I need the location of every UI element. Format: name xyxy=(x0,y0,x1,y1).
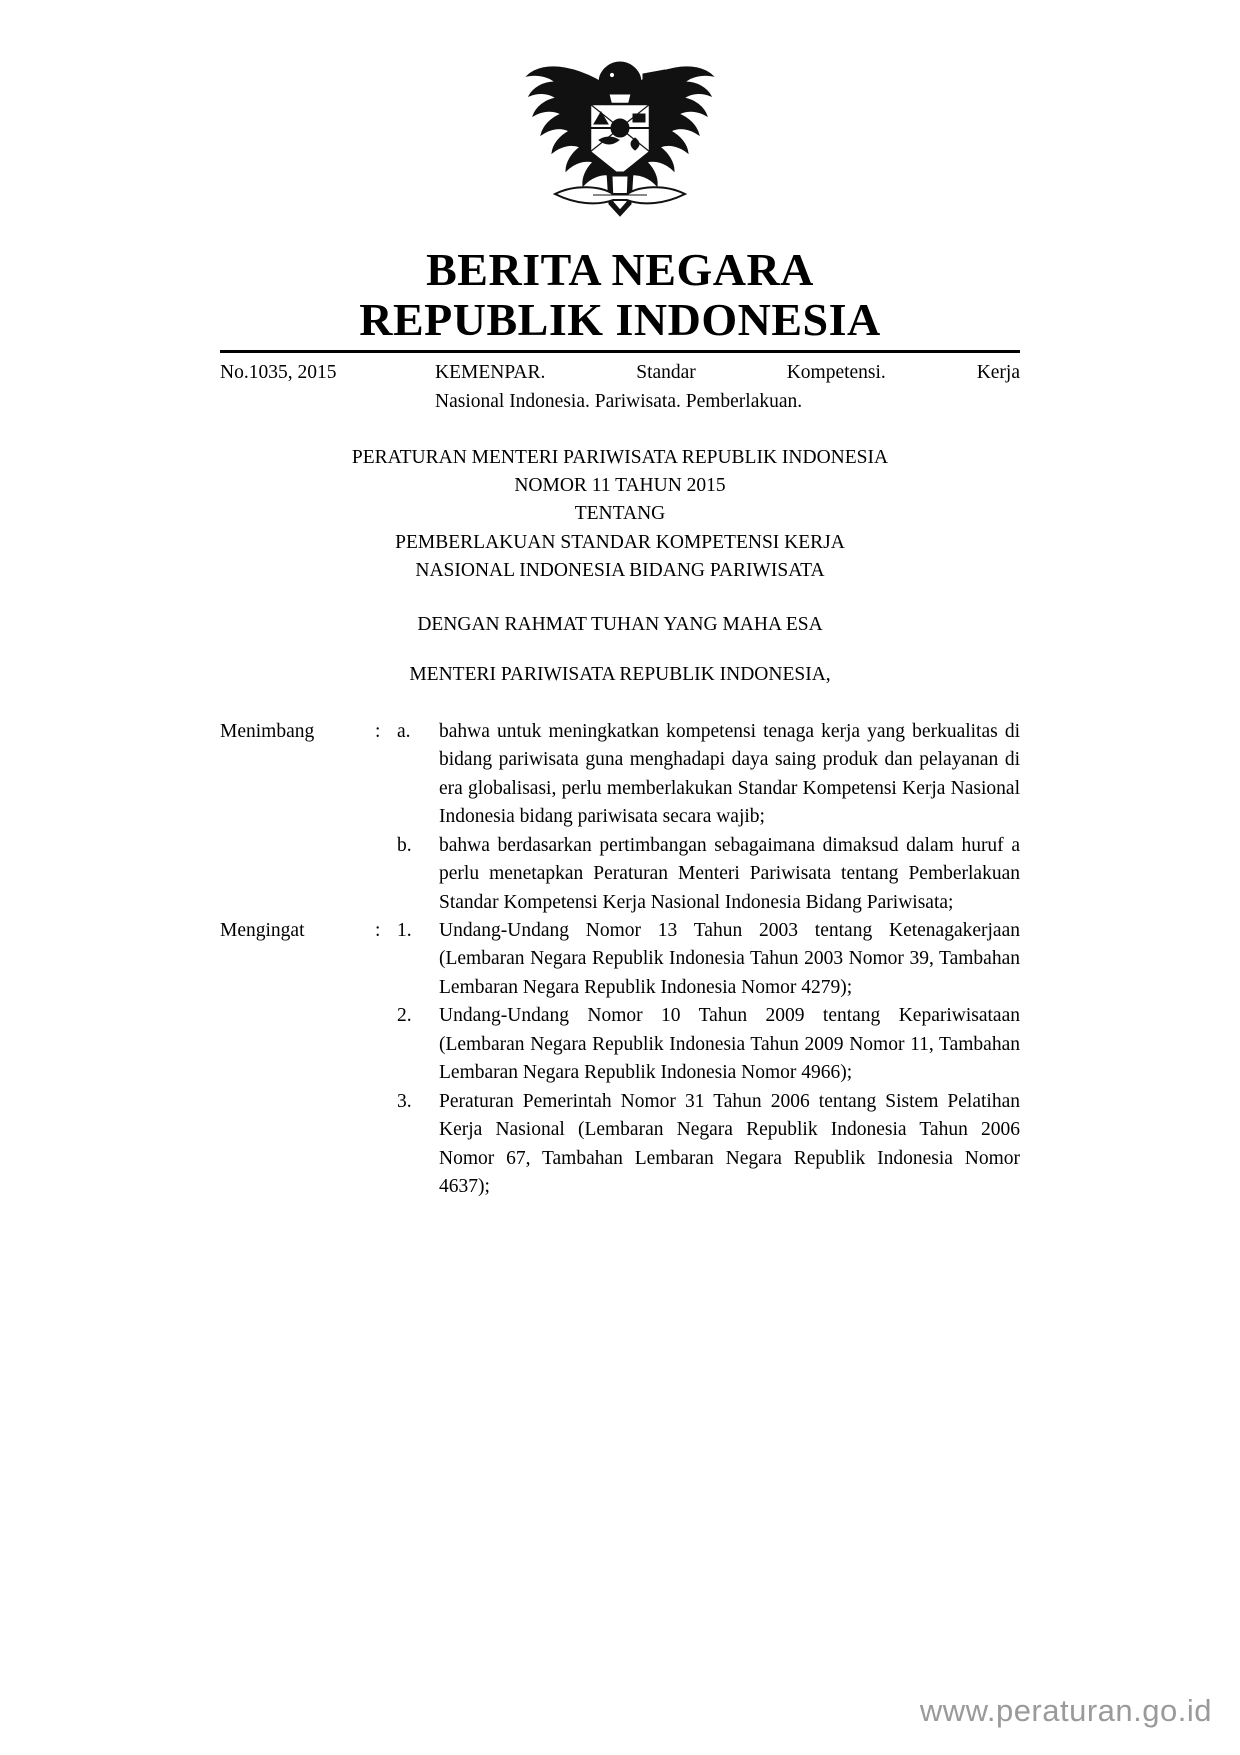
masthead-line1: BERITA NEGARA xyxy=(426,244,814,295)
legal-basis-item-2 xyxy=(220,1002,1020,1087)
issue-subject-line1: KEMENPAR. Standar Kompetensi. Kerja xyxy=(435,362,1020,384)
title-line-5: NASIONAL INDONESIA BIDANG PARIWISATA xyxy=(415,559,825,581)
legal-basis-colon: : xyxy=(375,920,381,942)
legal-basis-marker-1: 1. xyxy=(397,920,412,942)
issue-header xyxy=(220,353,1020,416)
title-line-2: NOMOR 11 TAHUN 2015 xyxy=(514,475,726,497)
legal-basis-text-1: Undang-Undang Nomor 13 Tahun 2003 tentang Ketenagakerjaan (Lembaran Negara Republik Indonesia Tahun 2003 Nomor 39, Tambahan Lembaran Negara Republik Indonesia Nomor 4279); xyxy=(439,920,1020,998)
garuda-pancasila-emblem-icon xyxy=(515,44,725,239)
legal-basis-text-2: Undang-Undang Nomor 10 Tahun 2009 tentang Kepariwisataan (Lembaran Negara Republik Indonesia Tahun 2009 Nomor 11, Tambahan Lembaran Negara Republik Indonesia Nomor 4966); xyxy=(439,1005,1020,1084)
considerations-marker-b: b. xyxy=(397,834,412,856)
legal-basis-marker-3: 3. xyxy=(397,1090,412,1112)
masthead-line2: REPUBLIK INDONESIA xyxy=(359,293,881,345)
considerations-colon: : xyxy=(375,720,381,742)
title-line-4: PEMBERLAKUAN STANDAR KOMPETENSI KERJA xyxy=(395,531,845,553)
considerations-item-a xyxy=(220,718,1020,832)
preamble xyxy=(220,611,1020,690)
issue-number: No.1035, 2015 xyxy=(220,362,337,384)
title-line-1: PERATURAN MENTERI PARIWISATA REPUBLIK INDONESIA xyxy=(351,446,889,468)
issue-subject xyxy=(435,359,1020,416)
document-content xyxy=(220,353,1020,1201)
legal-basis-text-3: Peraturan Pemerintah Nomor 31 Tahun 2006 tentang Sistem Pelatihan Kerja Nasional (Lembaran Negara Republik Indonesia Tahun 2006 Nomor 67, Tambahan Lembaran Negara Republik Indonesia Nomor 4637); xyxy=(439,1090,1020,1198)
considerations-label: Menimbang xyxy=(220,720,315,742)
source-watermark: www.peraturan.go.id xyxy=(919,1693,1212,1728)
considerations-text-b: bahwa berdasarkan pertimbangan sebagaimana dimaksud dalam huruf a perlu menetapkan Peraturan Menteri Pariwisata tentang Pemberlakuan Standar Kompetensi Kerja Nasional Indonesia Bidang Pariwisata; xyxy=(439,834,1020,913)
masthead xyxy=(0,245,1240,344)
considerations-item-b xyxy=(220,832,1020,917)
legal-basis-item-3 xyxy=(220,1088,1020,1202)
authority-text: MENTERI PARIWISATA REPUBLIK INDONESIA, xyxy=(409,664,831,686)
issue-subject-line2: Nasional Indonesia. Pariwisata. Pemberlakuan. xyxy=(435,390,803,412)
title-line-3: TENTANG xyxy=(574,503,666,525)
considerations-marker-a: a. xyxy=(397,720,411,742)
legal-basis-marker-2: 2. xyxy=(397,1005,412,1027)
considerations-text-a: bahwa untuk meningkatkan kompetensi tenaga kerja yang berkualitas di bidang pariwisata guna menghadapi daya saing produk dan pelayanan di era globalisasi, perlu memberlakukan Standar Kompetensi Kerja Nasional Indonesia bidang pariwisata secara wajib; xyxy=(439,720,1020,828)
clauses-section xyxy=(220,718,1020,1202)
invocation-text: DENGAN RAHMAT TUHAN YANG MAHA ESA xyxy=(417,614,823,636)
legal-basis-item-1 xyxy=(220,917,1020,1002)
legal-basis-label: Mengingat xyxy=(220,920,305,942)
regulation-title xyxy=(220,444,1020,585)
